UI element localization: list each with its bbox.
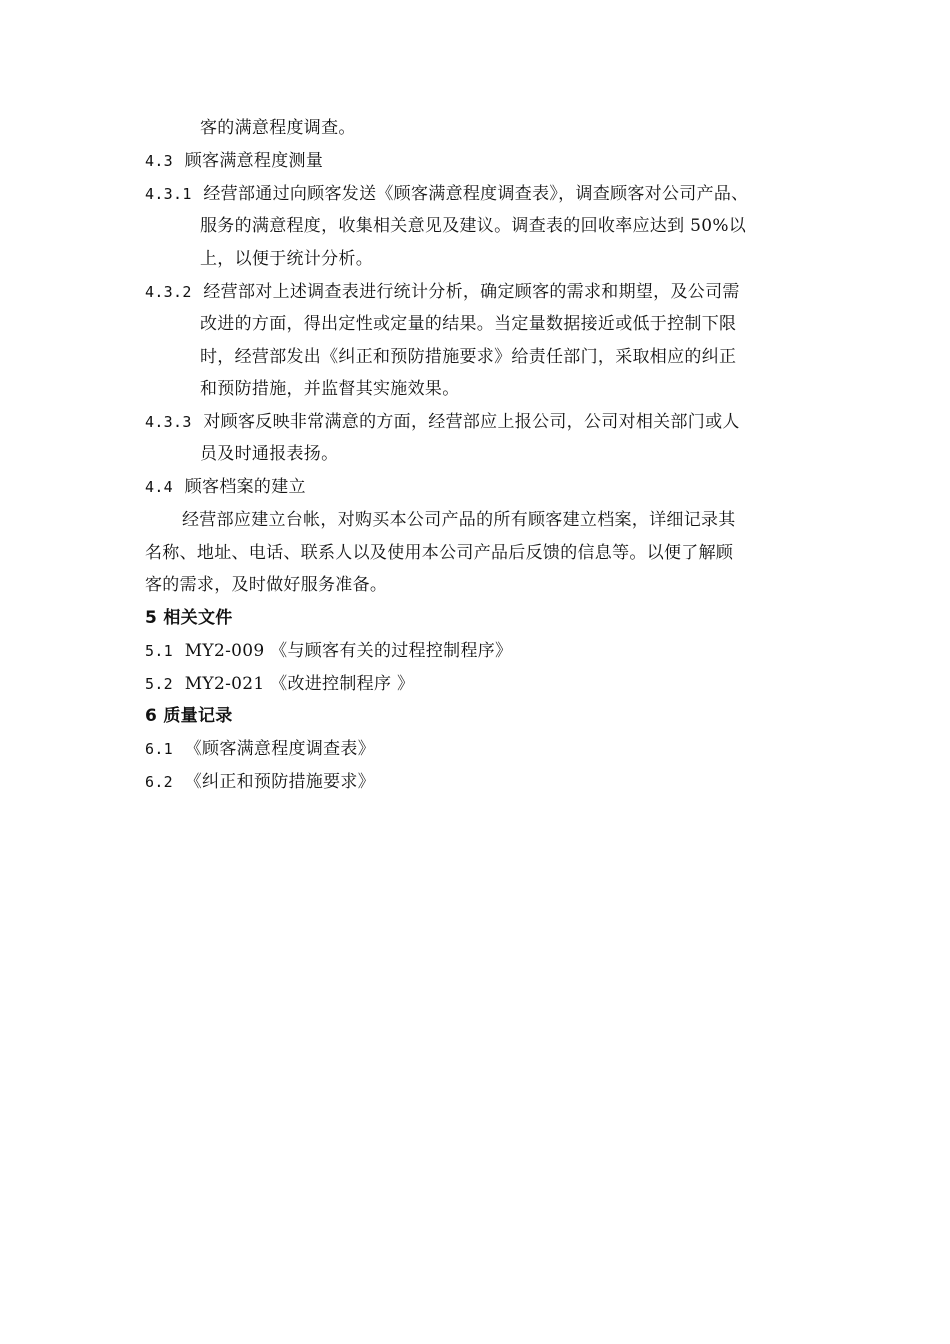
item-number: 5.2 (145, 675, 173, 693)
line-text: 和预防措施，并监督其实施效果。 (200, 379, 460, 399)
line-text: 客的满意程度调查。 (200, 118, 356, 138)
paragraph-line (145, 575, 387, 595)
reference-item-5-1 (145, 641, 512, 661)
line-text: 《纠正和预防措施要求》 (184, 772, 376, 792)
clause-4-3-1 (145, 184, 748, 204)
line-text: 经营部对上述调查表进行统计分析，确定顾客的需求和期望，及公司需 (203, 282, 740, 302)
line-text: MY2-021 《改进控制程序 》 (184, 674, 415, 694)
clause-number: 4.3.1 (145, 185, 192, 203)
section-number: 6 (145, 706, 158, 726)
line-text: 时，经营部发出《纠正和预防措施要求》给责任部门，采取相应的纠正 (200, 347, 737, 367)
clause-number: 4.3.3 (145, 413, 192, 431)
line-text: 对顾客反映非常满意的方面，经营部应上报公司，公司对相关部门或人 (203, 412, 740, 432)
reference-item-5-2 (145, 674, 414, 694)
line-text: 《顾客满意程度调查表》 (184, 739, 376, 759)
section-number: 4.3 (145, 152, 173, 170)
paragraph-line (200, 314, 736, 334)
line-text: MY2-009 《与顾客有关的过程控制程序》 (184, 641, 513, 661)
line-text: 客的需求，及时做好服务准备。 (145, 575, 388, 595)
clause-4-3-2 (145, 282, 740, 302)
section-heading-4-3 (145, 151, 323, 171)
line-text: 员及时通报表扬。 (200, 444, 339, 464)
paragraph-line (182, 510, 736, 530)
section-number: 5 (145, 608, 158, 628)
clause-4-3-3 (145, 412, 740, 432)
section-heading-6 (145, 706, 233, 726)
section-heading-4-4 (145, 477, 306, 497)
paragraph-line (200, 118, 356, 138)
section-title: 质量记录 (163, 706, 233, 726)
paragraph-line (200, 379, 460, 399)
paragraph-line (200, 444, 338, 464)
item-number: 6.2 (145, 773, 173, 791)
section-title: 顾客满意程度测量 (184, 151, 324, 171)
section-number: 4.4 (145, 478, 173, 496)
line-text: 服务的满意程度，收集相关意见及建议。调查表的回收率应达到 50%以 (200, 216, 747, 236)
record-item-6-2 (145, 772, 375, 792)
section-title: 顾客档案的建立 (184, 477, 306, 497)
paragraph-line (145, 543, 733, 563)
line-text: 名称、地址、电话、联系人以及使用本公司产品后反馈的信息等。以便了解顾 (145, 543, 734, 563)
clause-number: 4.3.2 (145, 283, 192, 301)
line-text: 经营部应建立台帐，对购买本公司产品的所有顾客建立档案，详细记录其 (182, 510, 736, 530)
paragraph-line (200, 249, 373, 269)
section-heading-5 (145, 608, 233, 628)
line-text: 改进的方面，得出定性或定量的结果。当定量数据接近或低于控制下限 (200, 314, 737, 334)
record-item-6-1 (145, 739, 375, 759)
line-text: 经营部通过向顾客发送《顾客满意程度调查表》，调查顾客对公司产品、 (203, 184, 749, 204)
item-number: 6.1 (145, 740, 173, 758)
line-text: 上，以便于统计分析。 (200, 249, 373, 269)
paragraph-line (200, 216, 746, 236)
paragraph-line (200, 347, 736, 367)
section-title: 相关文件 (163, 608, 233, 628)
item-number: 5.1 (145, 642, 173, 660)
